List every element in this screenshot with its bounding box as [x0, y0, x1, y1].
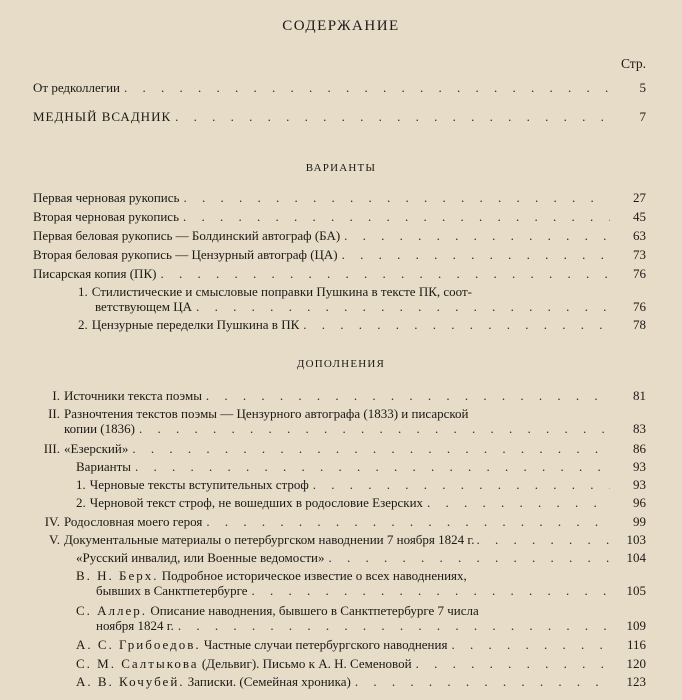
dot-leader	[477, 532, 612, 547]
entry-page-number: 78	[633, 317, 646, 332]
dot-leader	[206, 388, 610, 403]
entry-title: Частные случаи петербургского наводнения	[203, 637, 448, 652]
entry-author: С. М. Салтыкова	[76, 656, 199, 671]
entry-number: II.	[48, 406, 60, 421]
entry-title: МЕДНЫЙ ВСАДНИК	[33, 109, 172, 124]
entry-line	[38, 441, 646, 456]
entry-page-number: 120	[626, 656, 646, 671]
entry-page-number: 7	[639, 109, 646, 124]
toc-entry	[76, 603, 646, 633]
entry-line	[76, 459, 646, 474]
entry-line	[76, 674, 646, 689]
entry-line	[76, 656, 646, 671]
entry-number: 2.	[76, 495, 86, 510]
toc-entry	[76, 459, 646, 474]
entry-page-number: 99	[633, 514, 646, 529]
entry-page-number: 73	[633, 247, 646, 262]
entry-line	[38, 514, 646, 529]
entry-page-number: 76	[633, 266, 646, 281]
toc-entry	[78, 317, 646, 332]
entry-line	[38, 388, 646, 403]
entry-page-number: 27	[633, 190, 646, 205]
dot-leader	[313, 477, 610, 492]
dot-leader	[328, 550, 610, 565]
section-heading-variants: ВАРИАНТЫ	[305, 162, 377, 174]
toc-entry	[33, 247, 646, 262]
entry-title: (Дельвиг). Письмо к А. Н. Семеновой	[201, 656, 412, 671]
toc-entry	[33, 228, 646, 243]
entry-author: В. Н. Берх.	[76, 568, 159, 583]
entry-title: ветствующем ЦА	[95, 299, 193, 314]
toc-entry	[76, 495, 646, 510]
entry-page-number: 105	[626, 583, 646, 598]
toc-entry	[38, 532, 646, 547]
entry-line	[38, 406, 646, 421]
toc-entry	[76, 477, 646, 492]
entry-author: А. В. Кочубей.	[76, 674, 185, 689]
entry-line	[78, 284, 646, 299]
entry-page-number: 93	[633, 477, 646, 492]
entry-line	[76, 618, 646, 633]
dot-leader	[160, 266, 610, 281]
entry-line	[76, 495, 646, 510]
dot-leader	[124, 80, 610, 95]
entry-line	[33, 209, 646, 224]
entry-title: копии (1836)	[64, 421, 135, 436]
entry-page-number: 123	[626, 674, 646, 689]
dot-leader	[252, 583, 610, 598]
entry-title: ноября 1824 г.	[96, 618, 174, 633]
entry-line	[33, 247, 646, 262]
toc-entry	[38, 388, 646, 403]
entry-title: Источники текста поэмы	[64, 388, 202, 403]
entry-title: «Русский инвалид, или Военные ведомости»	[76, 550, 325, 565]
entry-line	[76, 477, 646, 492]
entry-page-number: 83	[633, 421, 646, 436]
entry-line	[38, 421, 646, 436]
toc-entry	[76, 550, 646, 565]
dot-leader	[427, 495, 610, 510]
entry-line	[76, 637, 646, 652]
entry-page-number: 86	[633, 441, 646, 456]
entry-line	[33, 109, 646, 124]
entry-title: бывших в Санктпетербурге	[96, 583, 248, 598]
toc-entry	[33, 266, 646, 281]
entry-page-number: 96	[633, 495, 646, 510]
entry-title: Черновой текст строф, не вошедших в родословие Езерских	[89, 495, 424, 510]
entry-line	[38, 532, 646, 547]
entry-page-number: 109	[626, 618, 646, 633]
toc-entry	[76, 674, 646, 689]
entry-line	[78, 317, 646, 332]
toc-entry	[38, 514, 646, 529]
entry-page-number: 45	[633, 209, 646, 224]
entry-number: III.	[43, 441, 60, 456]
entry-number: 1.	[76, 477, 86, 492]
entry-line	[78, 299, 646, 314]
toc-entry	[76, 656, 646, 671]
entry-page-number: 116	[626, 637, 646, 652]
dot-leader	[206, 514, 610, 529]
entry-page-number: 103	[626, 532, 646, 547]
section-heading-supplements: ДОПОЛНЕНИЯ	[296, 358, 386, 370]
entry-line	[76, 583, 646, 598]
entry-author: С. Аллер.	[76, 603, 148, 618]
dot-leader	[416, 656, 610, 671]
dot-leader	[175, 109, 610, 124]
entry-number: I.	[52, 388, 60, 403]
entry-line	[33, 190, 646, 205]
entry-line	[33, 80, 646, 95]
dot-leader	[196, 299, 610, 314]
entry-page-number: 63	[633, 228, 646, 243]
entry-title: Документальные материалы о петербургском наводнении 7 ноября 1824 г.	[64, 532, 475, 547]
entry-line	[76, 568, 646, 583]
entry-number: 1.	[78, 284, 88, 299]
entry-page-number: 5	[639, 80, 646, 95]
entry-line	[76, 550, 646, 565]
entry-title: Первая беловая рукопись — Болдинский автограф (БА)	[33, 228, 341, 243]
toc-entry	[78, 284, 646, 314]
entry-title: Вторая черновая рукопись	[33, 209, 180, 224]
entry-author: А. С. Грибоедов.	[76, 637, 201, 652]
entry-title: Вторая беловая рукопись — Цензурный автограф (ЦА)	[33, 247, 338, 262]
toc-entry	[33, 190, 646, 205]
toc-entry	[33, 109, 646, 124]
entry-title: От редколлегии	[33, 80, 121, 95]
entry-page-number: 81	[633, 388, 646, 403]
toc-entry	[38, 441, 646, 456]
entry-title: Родословная моего героя	[64, 514, 203, 529]
dot-leader	[451, 637, 610, 652]
entry-title: Разночтения текстов поэмы — Цензурного автографа (1833) и писарской	[64, 406, 469, 421]
entry-title: Цензурные переделки Пушкина в ПК	[91, 317, 300, 332]
dot-leader	[139, 421, 610, 436]
page-column-label: Стр.	[620, 56, 646, 71]
entry-page-number: 93	[633, 459, 646, 474]
entry-title: «Езерский»	[64, 441, 129, 456]
entry-title: Варианты	[76, 459, 132, 474]
entry-title: Писарская копия (ПК)	[33, 266, 157, 281]
entry-title: Описание наводнения, бывшего в Санктпетербурге 7 числа	[150, 603, 479, 618]
toc-entry	[33, 209, 646, 224]
dot-leader	[342, 247, 610, 262]
entry-title: Записки. (Семейная хроника)	[187, 674, 351, 689]
dot-leader	[178, 618, 610, 633]
toc-entry	[38, 406, 646, 436]
entry-page-number: 76	[633, 299, 646, 314]
entry-title: Черновые тексты вступительных строф	[89, 477, 309, 492]
toc-entry	[76, 637, 646, 652]
dot-leader	[303, 317, 610, 332]
dot-leader	[355, 674, 610, 689]
entry-number: IV.	[44, 514, 60, 529]
toc-entry	[76, 568, 646, 598]
dot-leader	[344, 228, 610, 243]
entry-number: V.	[49, 532, 60, 547]
dot-leader	[135, 459, 610, 474]
entry-title: Стилистические и смысловые поправки Пушкина в тексте ПК, соот-	[91, 284, 472, 299]
dot-leader	[183, 209, 610, 224]
page-title: СОДЕРЖАНИЕ	[282, 18, 400, 34]
entry-number: 2.	[78, 317, 88, 332]
entry-line	[33, 266, 646, 281]
dot-leader	[132, 441, 610, 456]
entry-title: Первая черновая рукопись	[33, 190, 180, 205]
entry-line	[33, 228, 646, 243]
entry-line	[76, 603, 646, 618]
entry-page-number: 104	[626, 550, 646, 565]
dot-leader	[183, 190, 610, 205]
toc-entry	[33, 80, 646, 95]
entry-title: Подробное историческое известие о всех наводнениях,	[161, 568, 467, 583]
